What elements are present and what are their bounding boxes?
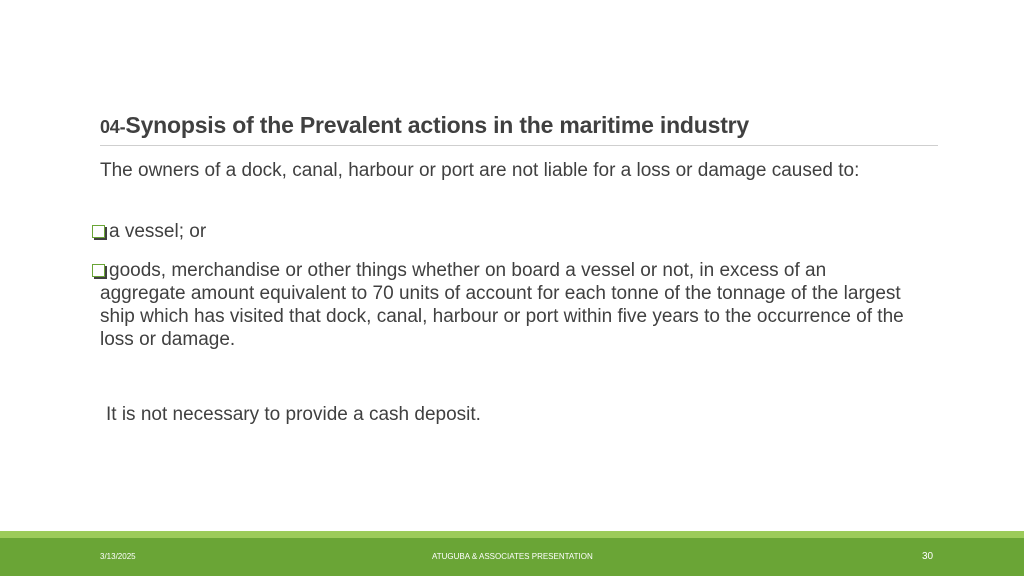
checkbox-square-icon xyxy=(92,264,105,277)
slide-title xyxy=(100,112,940,139)
footer-page-number: 30 xyxy=(922,551,934,562)
intro-paragraph: The owners of a dock, canal, harbour or port are not liable for a loss or damage caused to: xyxy=(100,160,860,181)
bullet-item-goods xyxy=(92,259,940,351)
bullet-first-line xyxy=(92,259,940,282)
title-divider xyxy=(100,145,938,146)
cash-deposit-note: It is not necessary to provide a cash deposit. xyxy=(106,404,481,425)
bullet-text: goods, merchandise or other things whether on board a vessel or not, in excess of an xyxy=(109,260,827,281)
title-text: Synopsis of the Prevalent actions in the maritime industry xyxy=(125,112,750,138)
checkbox-square-icon xyxy=(92,225,105,238)
title-number: 04- xyxy=(100,117,126,137)
bullet-item-vessel xyxy=(92,220,940,243)
footer-presentation-name: ATUGUBA & ASSOCIATES PRESENTATION xyxy=(432,552,593,561)
bullet-first-line xyxy=(92,220,940,243)
footer-date: 3/13/2025 xyxy=(100,552,136,561)
bullet-text: a vessel; or xyxy=(109,221,207,242)
bullet-continuation: aggregate amount equivalent to 70 units of account for each tonne of the tonnage of the largest ship which has visited that dock, canal, harbour or port within five years to the occurrence of the loss or damage. xyxy=(100,283,904,350)
footer-accent-stripe xyxy=(0,531,1024,538)
